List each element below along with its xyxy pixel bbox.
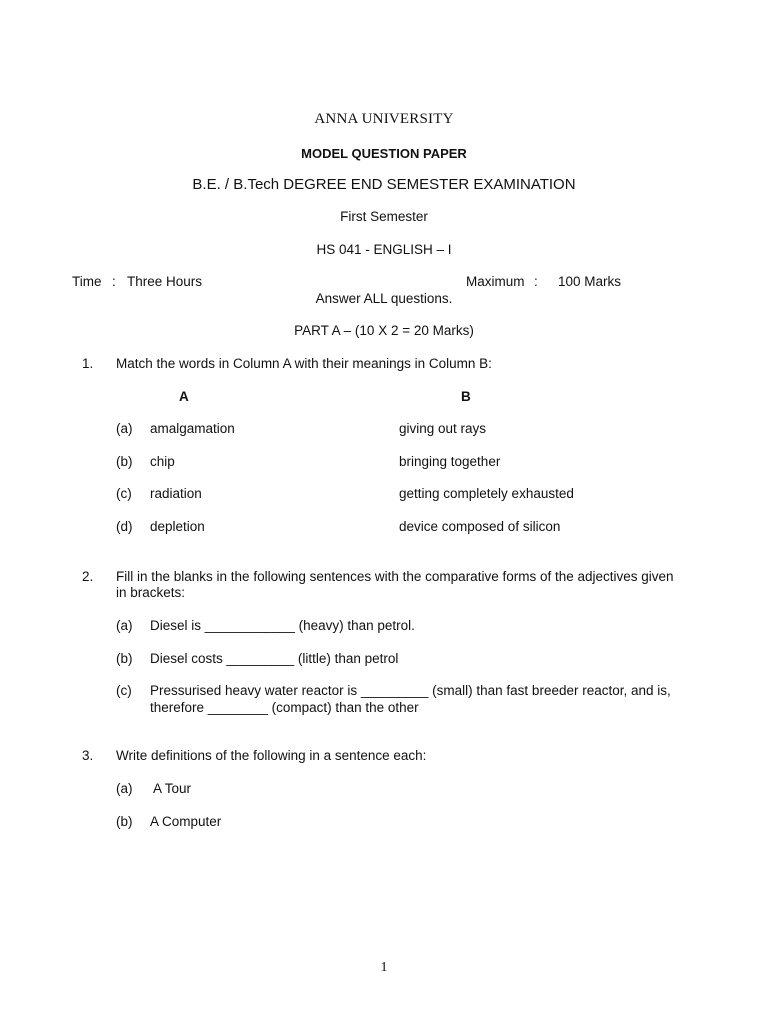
column-b-header: B	[461, 389, 471, 404]
match-row-label: (d)	[116, 519, 133, 534]
semester: First Semester	[340, 209, 428, 224]
instruction: Answer ALL questions.	[315, 291, 453, 306]
time-separator: :	[112, 274, 116, 289]
blank-item-label: (b)	[116, 651, 133, 666]
question-2-text-line-2: in brackets:	[116, 585, 186, 600]
page-number: 1	[380, 960, 388, 975]
match-row-meaning: getting completely exhausted	[399, 486, 574, 501]
definition-item-text: A Tour	[150, 781, 192, 796]
paper-type: MODEL QUESTION PAPER	[301, 146, 467, 161]
question-3-number: 3.	[82, 748, 94, 763]
match-row-meaning: bringing together	[399, 454, 501, 469]
university-name: ANNA UNIVERSITY	[314, 111, 454, 127]
match-row-label: (b)	[116, 454, 133, 469]
question-2-text-line-1: Fill in the blanks in the following sentences with the comparative forms of the adjectives given	[116, 569, 674, 584]
definition-item-text: A Computer	[150, 814, 222, 829]
blank-item-label: (a)	[116, 618, 133, 633]
course-code: HS 041 - ENGLISH – I	[316, 242, 452, 257]
definition-item-label: (b)	[116, 814, 133, 829]
column-a-header: A	[179, 389, 189, 404]
match-row-meaning: giving out rays	[399, 421, 487, 436]
question-3-text: Write definitions of the following in a sentence each:	[116, 748, 427, 763]
match-row-word: chip	[150, 454, 175, 469]
blank-item-text: Diesel is ____________ (heavy) than petrol.	[150, 618, 415, 633]
blank-item-text-line-2: therefore ________ (compact) than the other	[150, 700, 419, 715]
max-marks-value: 100 Marks	[558, 274, 622, 289]
match-row-label: (c)	[116, 486, 132, 501]
match-row-meaning: device composed of silicon	[399, 519, 561, 534]
part-a-title: PART A – (10 X 2 = 20 Marks)	[294, 323, 474, 338]
question-1-text: Match the words in Column A with their meanings in Column B:	[116, 356, 492, 371]
question-1-number: 1.	[82, 356, 94, 371]
blank-item-text: Diesel costs _________ (little) than petrol	[150, 651, 399, 666]
time-label: Time	[72, 274, 102, 289]
blank-item-text-line-1: Pressurised heavy water reactor is _________ (small) than fast breeder reactor, and is,	[150, 683, 671, 698]
max-marks-label: Maximum	[466, 274, 525, 289]
max-marks-separator: :	[534, 274, 538, 289]
match-row-word: depletion	[150, 519, 205, 534]
time-value: Three Hours	[127, 274, 203, 289]
match-row-word: radiation	[150, 486, 202, 501]
definition-item-label: (a)	[116, 781, 133, 796]
match-row-word: amalgamation	[150, 421, 235, 436]
blank-item-label: (c)	[116, 683, 132, 698]
match-row-label: (a)	[116, 421, 133, 436]
question-2-number: 2.	[82, 569, 94, 584]
exam-title: B.E. / B.Tech DEGREE END SEMESTER EXAMINATION	[192, 176, 576, 193]
